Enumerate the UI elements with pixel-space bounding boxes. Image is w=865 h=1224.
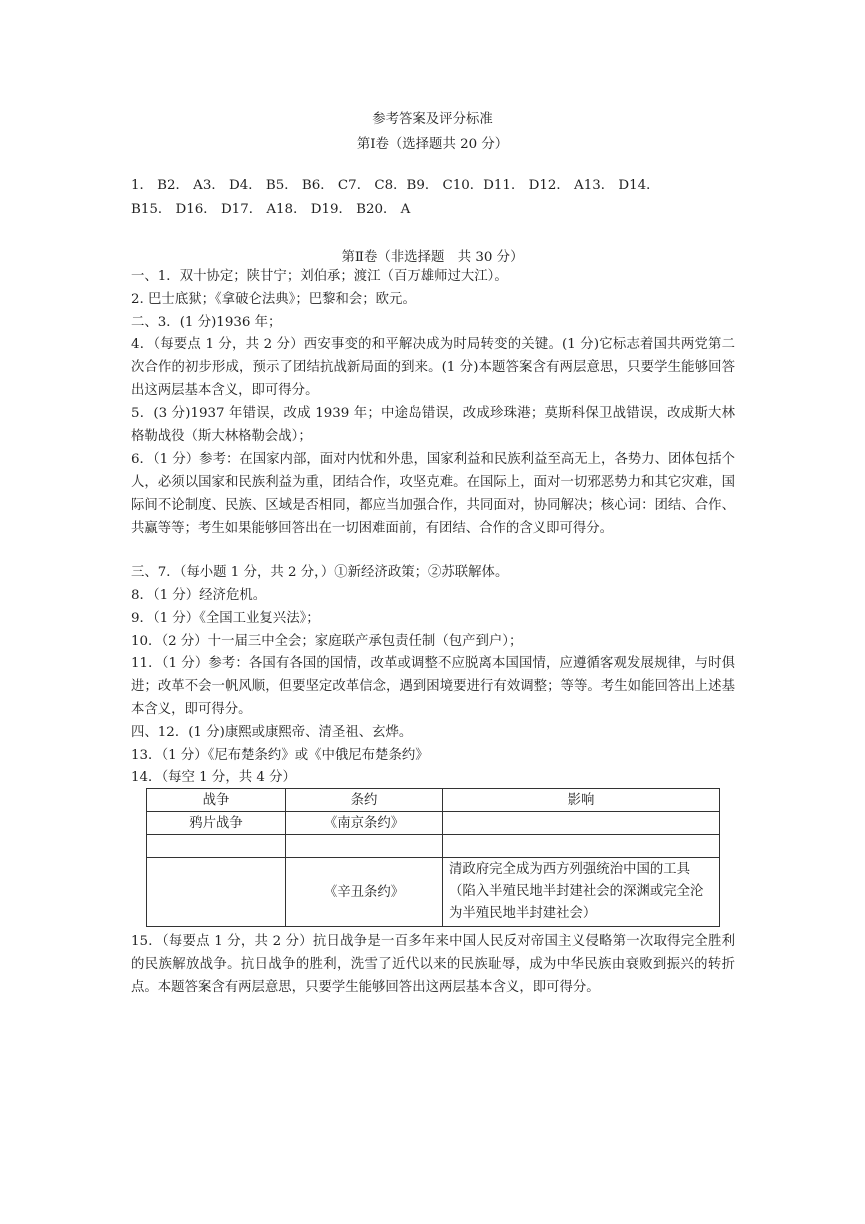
answer-q6: 6．（1 分）参考：在国家内部，面对内忧和外患，国家利益和民族利益至高无上，各势力、团体包括个人，必须以国家和民族利益为重，团结合作，攻坚克难。在国际上，面对一切邪恶势力和其它灾难，国际间不论制度、民族、区域是否相同，都应当加强合作，共同面对，协同解决；核心词：团结、合作、共赢等等；考生如果能够回答出在一切困难面前，有团结、合作的含义即可得分。 (131, 452, 735, 536)
mc-answers-line1: 1． B2． A3． D4． B5． B6． C7． C8．B9． C10．D11． D12． A13． D14． (131, 178, 660, 193)
answer-q1: 一、1．双十协定；陕甘宁；刘伯承；渡江（百万雄师过大江）。 (131, 269, 508, 284)
page-title: 参考答案及评分标准 (372, 112, 493, 127)
answer-q15: 15．（每要点 1 分，共 2 分）抗日战争是一百多年来中国人民反对帝国主义侵略第一次取得完全胜利的民族解放战争。抗日战争的胜利，洗雪了近代以来的民族耻辱，成为中华民族由衰败到振兴的转折点。本题答案含有两层意思，只要学生能够回答出这两层基本含义，即可得分。 (131, 934, 735, 995)
table-header-row (147, 789, 720, 812)
answer-q7: 三、7．（每小题 1 分，共 2 分，）①新经济政策；②苏联解体。 (131, 565, 509, 580)
table-header-cell: 条约 (286, 789, 443, 812)
answer-q13: 13．（1 分）《尼布楚条约》或《中俄尼布楚条约》 (131, 748, 429, 763)
table-row (147, 858, 720, 927)
table-cell: 《辛丑条约》 (286, 858, 443, 927)
table-row (147, 835, 720, 858)
table-header-cell: 战争 (147, 789, 286, 812)
answer-q14: 14．（每空 1 分，共 4 分） (131, 770, 296, 785)
answer-table (146, 788, 720, 927)
table-cell (147, 858, 286, 927)
mc-answers-line2: B15． D16． D17． A18． D19． B20． A (131, 202, 411, 217)
table-cell: 《南京条约》 (286, 812, 443, 835)
answer-q11: 11．（1 分）参考：各国有各国的国情，改革或调整不应脱离本国国情，应遵循客观发展规律，与时俱进；改革不会一帆风顺，但要坚定改革信念，遇到困境要进行有效调整；等等。考生如能回答出上述基本含义，即可得分。 (131, 656, 735, 717)
answer-q3: 二、3．(1 分)1936 年； (131, 315, 282, 330)
table-header-cell: 影响 (443, 789, 720, 812)
answer-q5: 5．(3 分)1937 年错误，改成 1939 年；中途岛错误，改成珍珠港；莫斯科保卫战错误，改成斯大林格勒战役（斯大林格勒会战）； (131, 406, 735, 444)
answer-q10: 10．（2 分）十一届三中全会；家庭联产承包责任制（包产到户）； (131, 634, 523, 649)
table-cell (443, 812, 720, 835)
table-cell (443, 835, 720, 858)
table-row (147, 812, 720, 835)
table-cell (147, 835, 286, 858)
answer-q12: 四、12．(1 分)康熙或康熙帝、清圣祖、玄烨。 (131, 725, 413, 740)
part2-title: 第Ⅱ卷（非选择题 共 30 分） (341, 250, 524, 265)
table-cell (286, 835, 443, 858)
answer-q9: 9．（1 分）《全国工业复兴法》； (131, 611, 320, 626)
answer-q4: 4．（每要点 1 分，共 2 分）西安事变的和平解决成为时局转变的关键。(1 分)它标志着国共两党第二次合作的初步形成，预示了团结抗战新局面的到来。(1 分)本题答案含有两层意思，只要学生能够回答出这两层基本含义，即可得分。 (131, 337, 735, 398)
table-cell: 鸦片战争 (147, 812, 286, 835)
answer-q2: 2. 巴士底狱；《拿破仑法典》；巴黎和会；欧元。 (131, 292, 416, 307)
table-cell: 清政府完全成为西方列强统治中国的工具（陷入半殖民地半封建社会的深渊或完全沦为半殖民地半封建社会） (443, 858, 720, 927)
part1-title: 第Ⅰ卷（选择题共 20 分） (356, 137, 509, 152)
answer-q8: 8．（1 分）经济危机。 (131, 588, 267, 603)
